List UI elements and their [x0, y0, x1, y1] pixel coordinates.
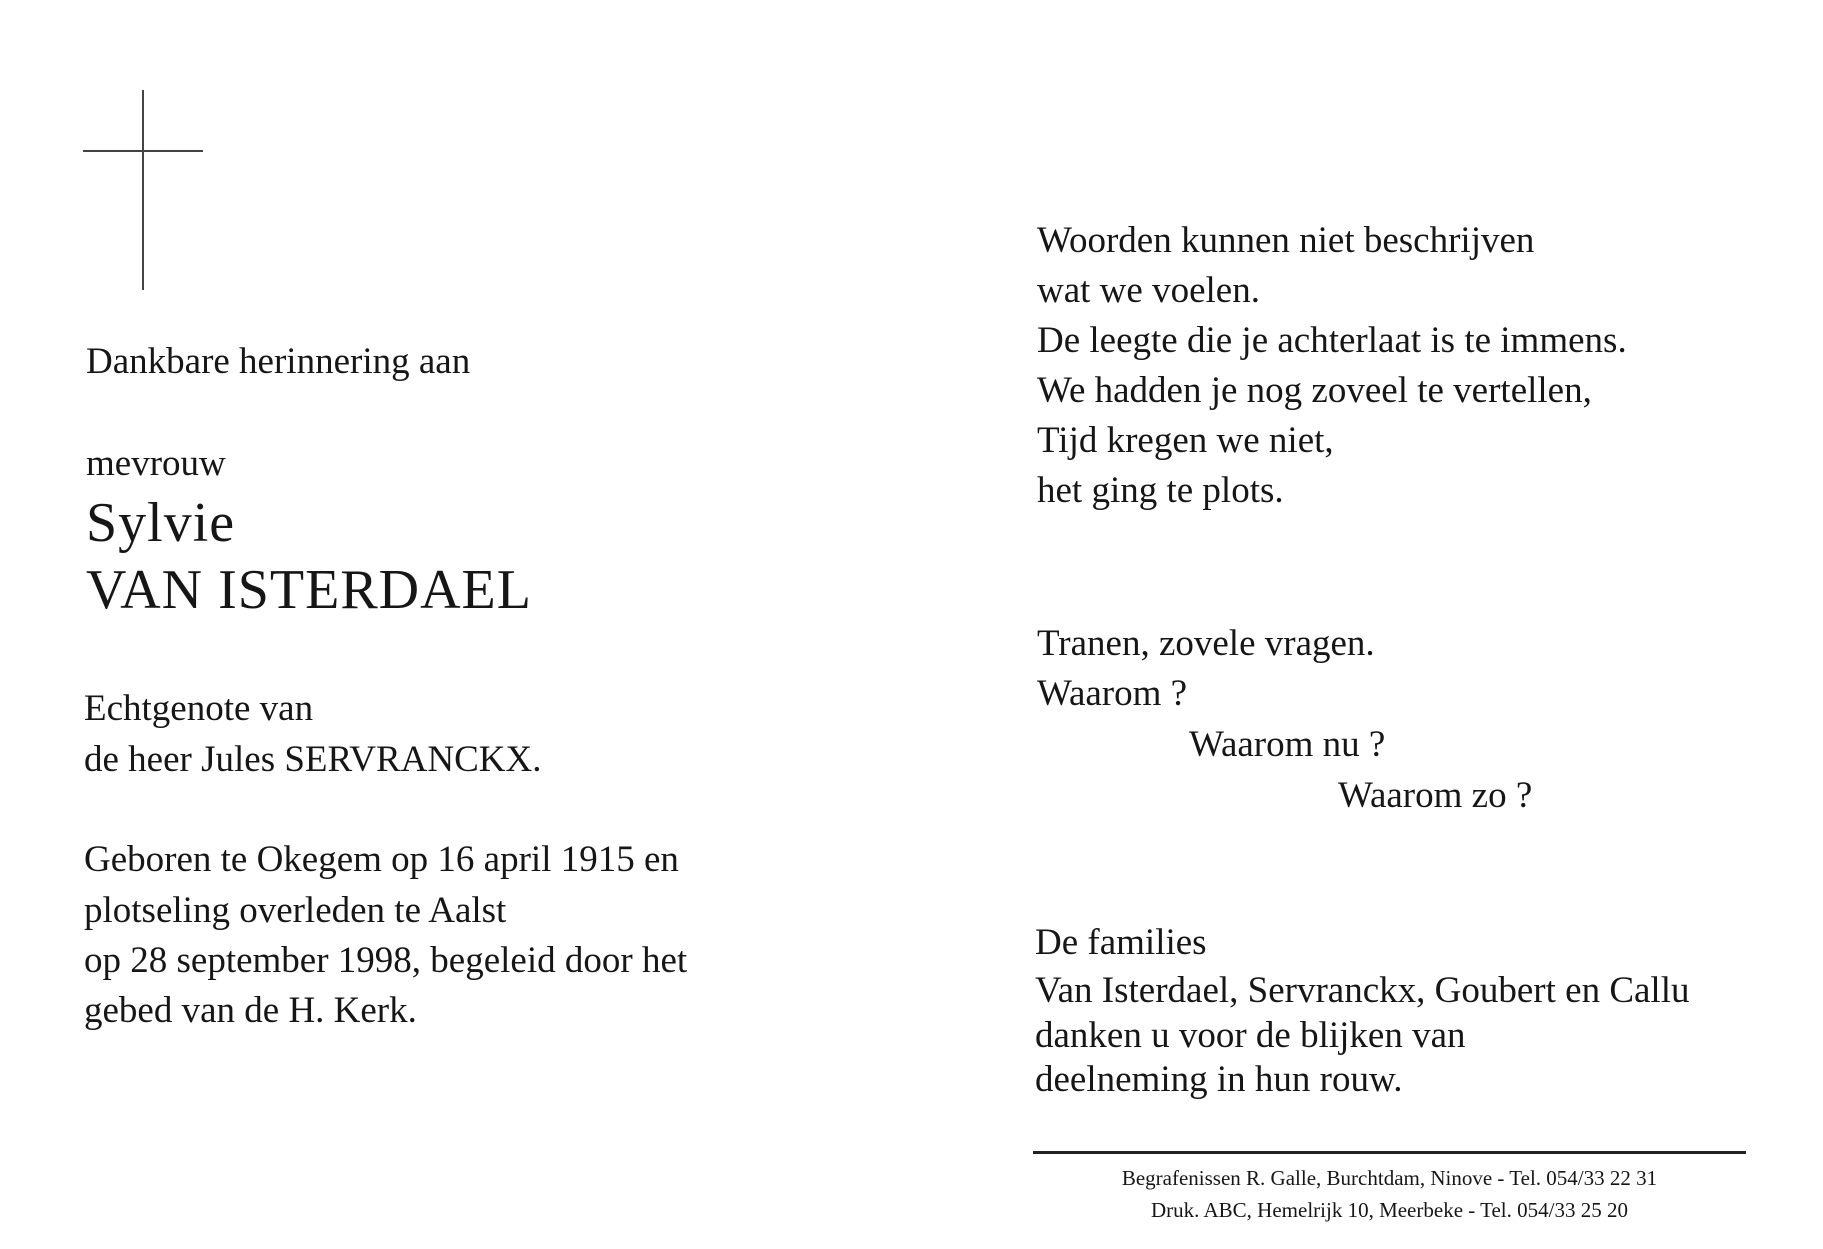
spouse-line-1: Echtgenote van: [84, 688, 314, 729]
families-line-3: danken u voor de blijken van: [1035, 1015, 1466, 1056]
bio-line-3: op 28 september 1998, begeleid door het: [84, 940, 688, 981]
spouse-line-2: de heer Jules SERVRANCKX.: [84, 739, 542, 780]
cross-horizontal-bar: [83, 150, 203, 152]
families-line-4: deelneming in hun rouw.: [1035, 1059, 1403, 1100]
honorific-text: mevrouw: [86, 443, 226, 484]
poem1-line-2: wat we voelen.: [1037, 270, 1260, 311]
poem1-line-5: Tijd kregen we niet,: [1037, 420, 1334, 461]
families-line-1: De families: [1035, 922, 1207, 963]
poem1-line-6: het ging te plots.: [1037, 470, 1284, 511]
last-name: VAN ISTERDAEL: [86, 559, 532, 621]
bio-line-1: Geboren te Okegem op 16 april 1915 en: [84, 839, 679, 880]
bio-line-4: gebed van de H. Kerk.: [84, 990, 417, 1031]
bio-line-2: plotseling overleden te Aalst: [84, 890, 507, 931]
poem2-line-3: Waarom nu ?: [1189, 724, 1386, 765]
poem1-line-3: De leegte die je achterlaat is te immens.: [1037, 320, 1627, 361]
poem2-line-4: Waarom zo ?: [1338, 775, 1533, 816]
poem2-line-2: Waarom ?: [1037, 673, 1188, 714]
poem2-line-1: Tranen, zovele vragen.: [1037, 623, 1375, 664]
intro-text: Dankbare herinnering aan: [86, 341, 471, 382]
first-name: Sylvie: [86, 492, 236, 554]
cross-vertical-bar: [142, 90, 144, 290]
families-line-2: Van Isterdael, Servranckx, Goubert en Callu: [1035, 970, 1690, 1011]
poem1-line-1: Woorden kunnen niet beschrijven: [1037, 220, 1535, 261]
footer-line-1: Begrafenissen R. Galle, Burchtdam, Ninove - Tel. 054/33 22 31: [1121, 1166, 1658, 1190]
footer-divider: [1033, 1151, 1746, 1154]
footer-line-2: Druk. ABC, Hemelrijk 10, Meerbeke - Tel. 054/33 25 20: [1151, 1198, 1628, 1222]
poem1-line-4: We hadden je nog zoveel te vertellen,: [1037, 370, 1592, 411]
